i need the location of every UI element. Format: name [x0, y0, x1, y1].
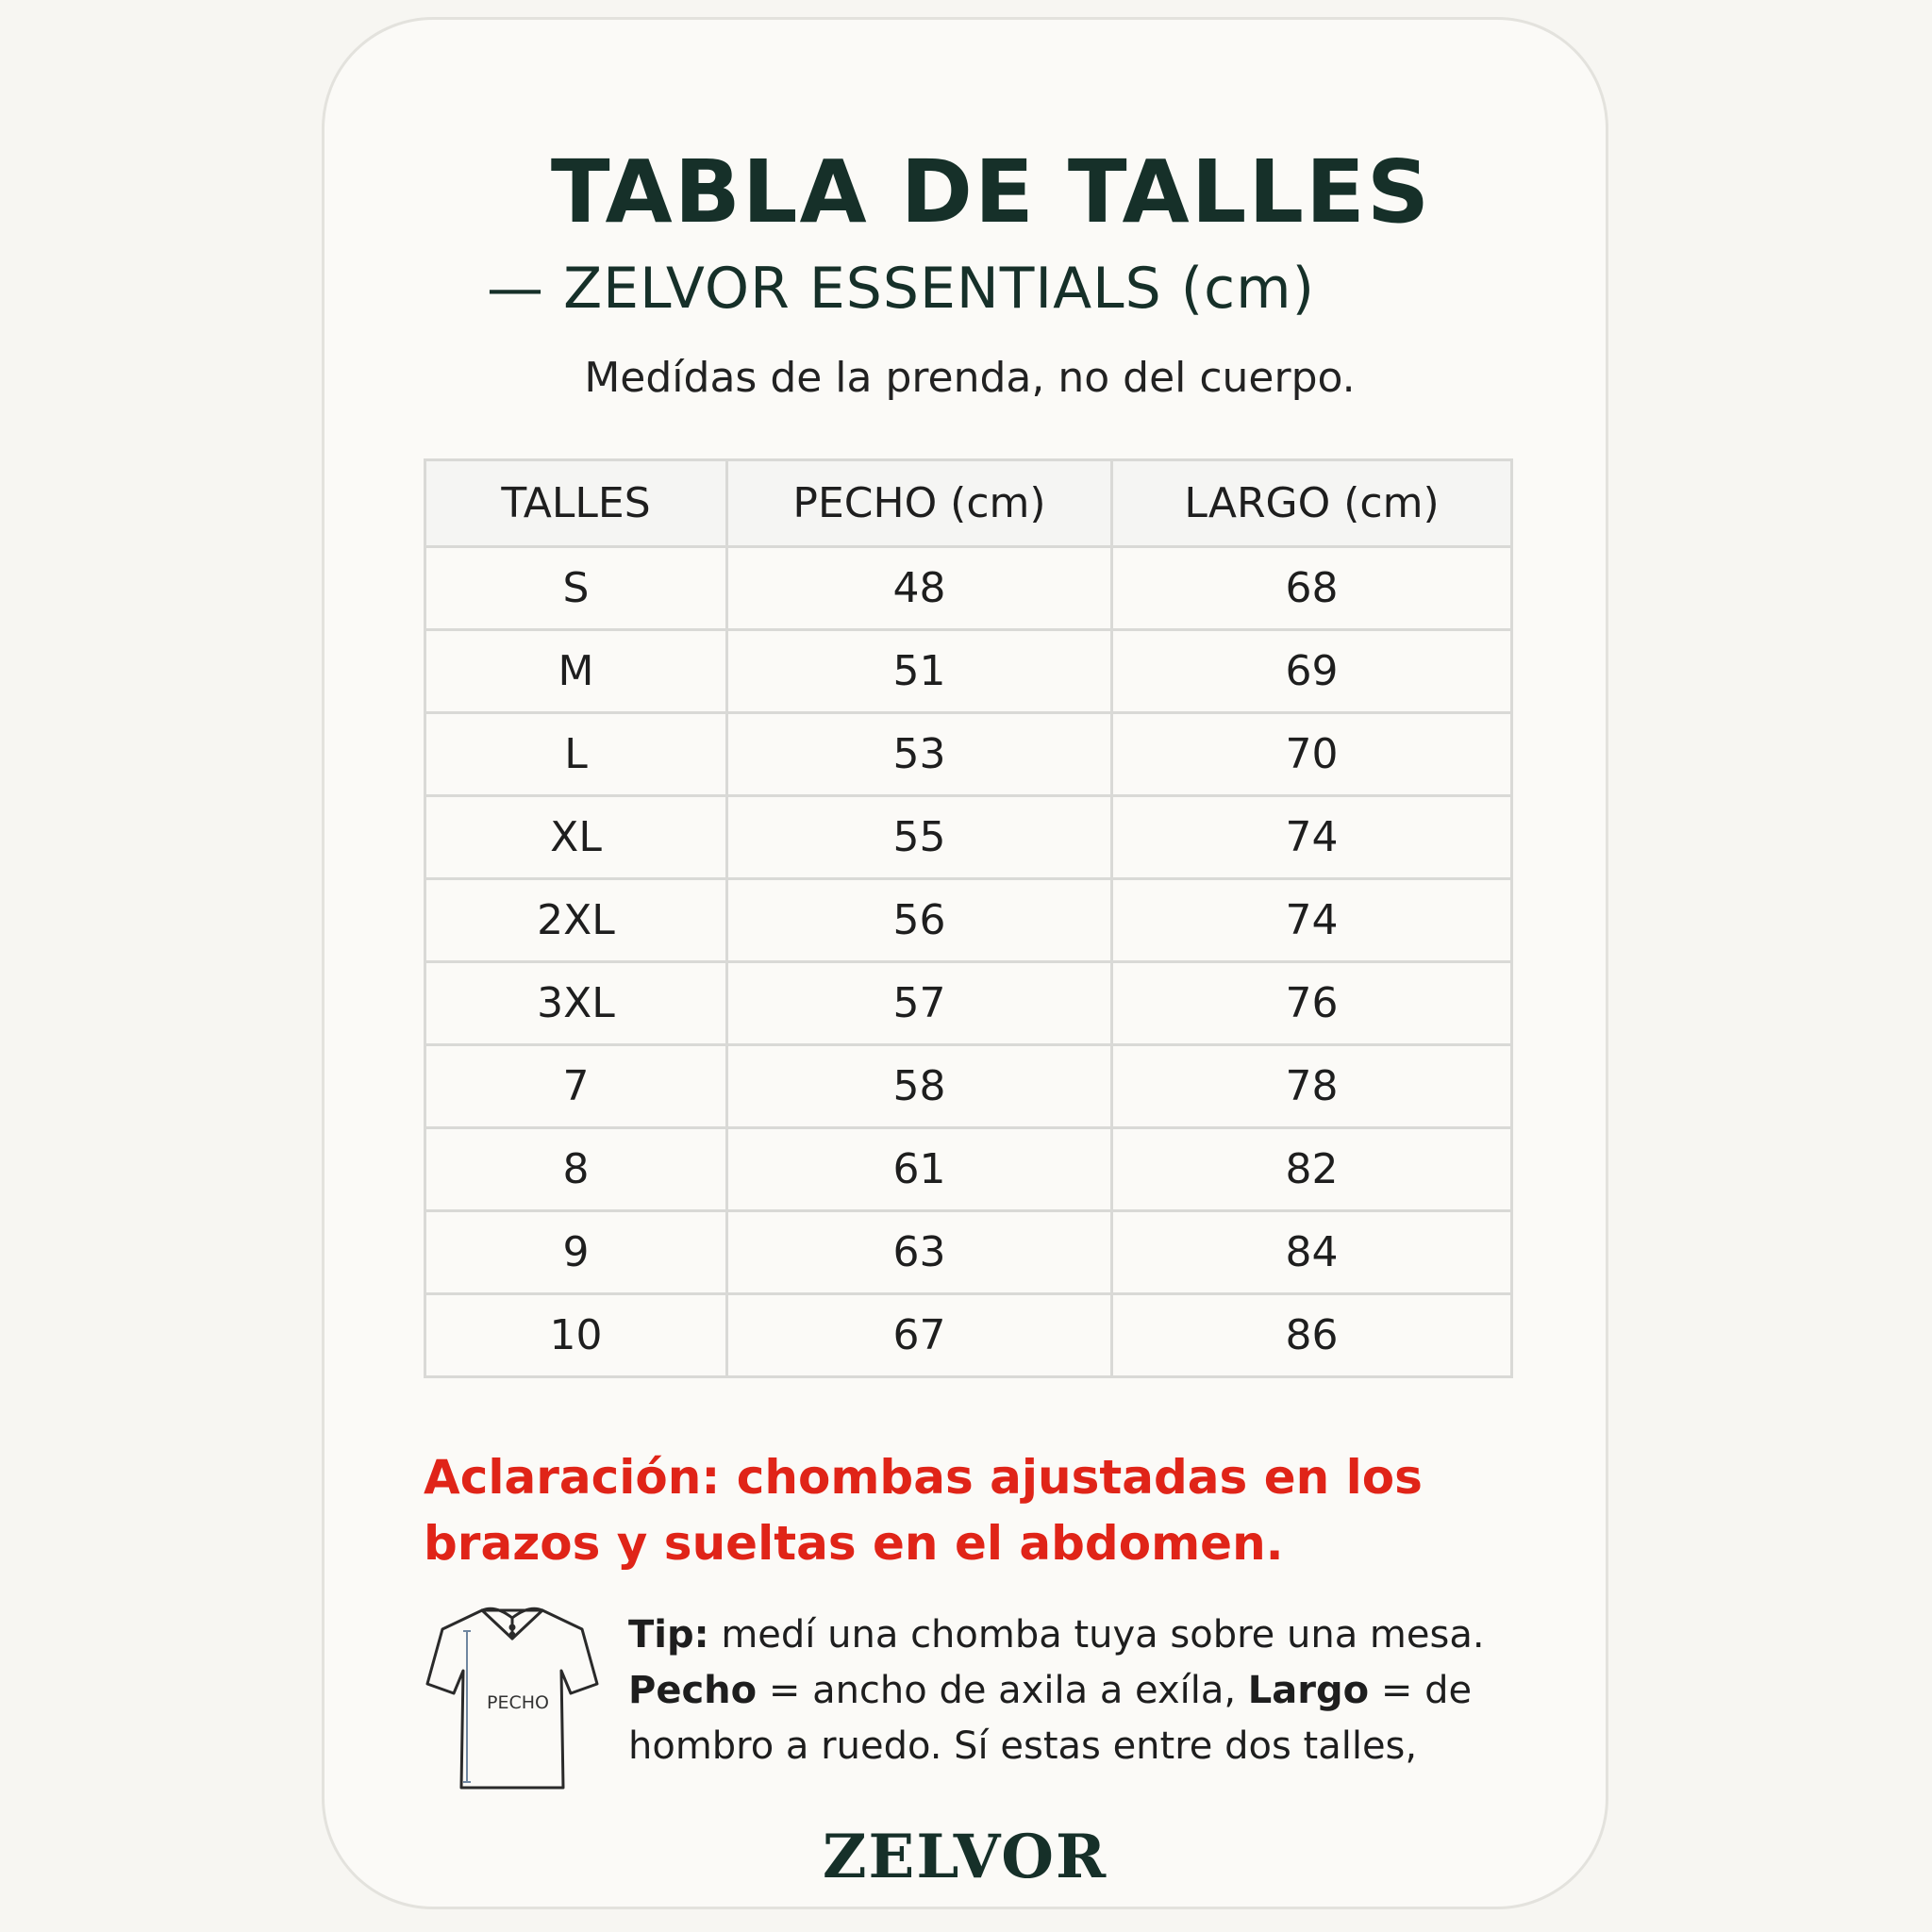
header-pecho: PECHO (cm)	[727, 460, 1112, 547]
cell-size: S	[425, 547, 727, 630]
largo-label: Largo	[1247, 1669, 1370, 1712]
cell-pecho: 55	[727, 796, 1112, 879]
cell-size: 10	[425, 1294, 727, 1377]
table-row	[425, 547, 1512, 630]
tip-text	[628, 1607, 1553, 1774]
largo-definition: = de hombro a ruedo. Sí estas entre dos talles,	[628, 1669, 1473, 1768]
table-row	[425, 630, 1512, 713]
cell-largo: 82	[1112, 1128, 1512, 1211]
cell-size: XL	[425, 796, 727, 879]
brand-logo: ZELVOR	[822, 1822, 1108, 1892]
cell-largo: 78	[1112, 1045, 1512, 1128]
page-title: TABLA DE TALLES	[550, 142, 1432, 242]
size-table	[424, 458, 1513, 1378]
table-row	[425, 879, 1512, 962]
cell-largo: 74	[1112, 796, 1512, 879]
cell-pecho: 57	[727, 962, 1112, 1045]
cell-size: 2XL	[425, 879, 727, 962]
cell-largo: 68	[1112, 547, 1512, 630]
measurement-note: Medídas de la prenda, no del cuerpo.	[584, 354, 1356, 402]
cell-pecho: 63	[727, 1211, 1112, 1294]
header-talles: TALLES	[425, 460, 727, 547]
polo-shirt-icon	[424, 1597, 603, 1795]
cell-pecho: 67	[727, 1294, 1112, 1377]
cell-pecho: 61	[727, 1128, 1112, 1211]
table-row	[425, 1128, 1512, 1211]
header-largo: LARGO (cm)	[1112, 460, 1512, 547]
cell-largo: 84	[1112, 1211, 1512, 1294]
cell-largo: 76	[1112, 962, 1512, 1045]
table-row	[425, 1211, 1512, 1294]
size-chart-card	[322, 17, 1608, 1909]
cell-pecho: 56	[727, 879, 1112, 962]
cell-largo: 69	[1112, 630, 1512, 713]
fit-warning: Aclaración: chombas ajustadas en los brazos y sueltas en el abdomen.	[424, 1450, 1423, 1571]
table-row	[425, 713, 1512, 796]
shirt-label: PECHO	[487, 1692, 549, 1713]
cell-pecho: 48	[727, 547, 1112, 630]
pecho-label: Pecho	[628, 1669, 758, 1712]
cell-size: 3XL	[425, 962, 727, 1045]
cell-size: M	[425, 630, 727, 713]
table-row	[425, 796, 1512, 879]
table-row	[425, 1294, 1512, 1377]
tip-body: medí una chomba tuya sobre una mesa.	[708, 1613, 1485, 1657]
cell-largo: 70	[1112, 713, 1512, 796]
pecho-definition: = ancho de axila a exíla,	[757, 1669, 1248, 1712]
cell-size: 7	[425, 1045, 727, 1128]
table-row	[425, 962, 1512, 1045]
table-header-row	[425, 460, 1512, 547]
cell-size: 8	[425, 1128, 727, 1211]
cell-pecho: 58	[727, 1045, 1112, 1128]
tip-label: Tip:	[628, 1613, 709, 1657]
cell-size: L	[425, 713, 727, 796]
cell-largo: 86	[1112, 1294, 1512, 1377]
cell-pecho: 53	[727, 713, 1112, 796]
cell-largo: 74	[1112, 879, 1512, 962]
cell-size: 9	[425, 1211, 727, 1294]
table-row	[425, 1045, 1512, 1128]
page-subtitle: — ZELVOR ESSENTIALS (cm)	[487, 256, 1316, 322]
cell-pecho: 51	[727, 630, 1112, 713]
